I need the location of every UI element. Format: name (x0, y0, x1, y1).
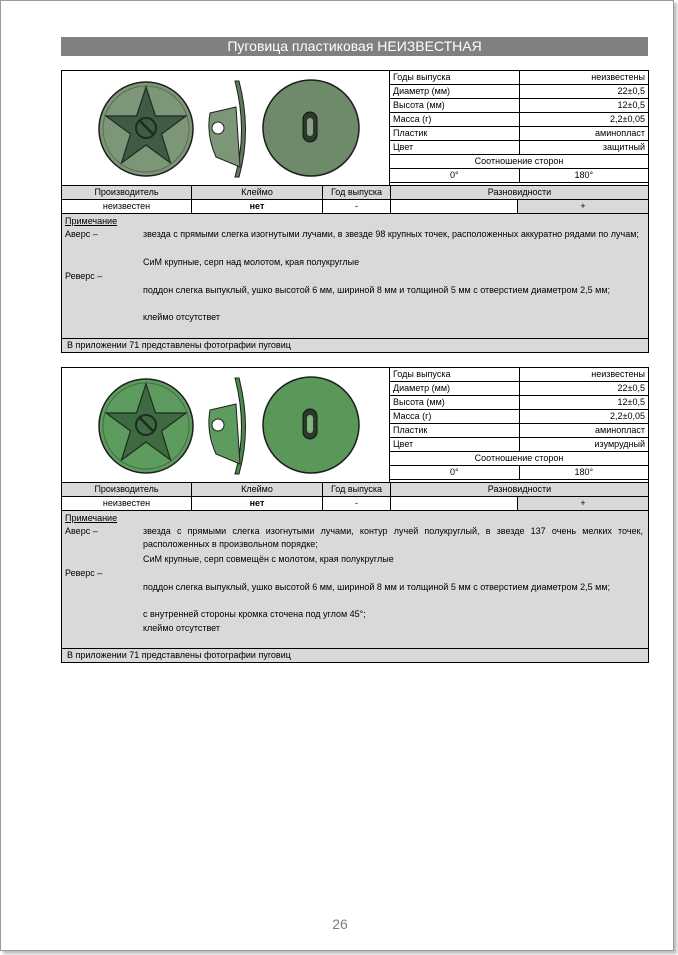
value-mass: 2,2±0,05 (519, 113, 648, 127)
page-title: Пуговица пластиковая НЕИЗВЕСТНАЯ (61, 37, 648, 56)
value-height: 12±0,5 (519, 99, 648, 113)
value-diameter: 22±0,5 (519, 85, 648, 99)
manufacturer-table (62, 482, 648, 511)
value-variant-a (391, 200, 518, 214)
value-diameter: 22±0,5 (519, 382, 648, 396)
revers-text-3: клеймо отсутствет (143, 623, 220, 633)
label-ratio: Соотношение сторон (390, 452, 648, 466)
notes-section (62, 511, 648, 648)
value-manufacturer: неизвестен (62, 497, 192, 511)
value-plastic: аминопласт (519, 424, 648, 438)
footnote-text: В приложении 71 представлены фотографии пуговиц (67, 340, 291, 350)
header-variants: Разновидности (391, 186, 649, 200)
label-diameter: Диаметр (мм) (390, 382, 519, 396)
label-mass: Масса (г) (390, 410, 519, 424)
button-front-image (99, 82, 193, 176)
revers-label: Реверс – (65, 271, 103, 281)
header-manufacturer: Производитель (62, 483, 192, 497)
label-ratio: Соотношение сторон (390, 155, 648, 169)
label-height: Высота (мм) (390, 396, 519, 410)
label-mass: Масса (г) (390, 113, 519, 127)
specs-table (390, 71, 648, 183)
notes-label: Примечание (65, 513, 118, 523)
label-years: Годы выпуска (390, 368, 519, 382)
value-mark: нет (192, 497, 323, 511)
label-color: Цвет (390, 438, 519, 452)
label-color: Цвет (390, 141, 519, 155)
button-card-1 (61, 70, 649, 353)
footnote-text: В приложении 71 представлены фотографии пуговиц (67, 650, 291, 660)
button-back-image (263, 377, 359, 473)
header-mark: Клеймо (192, 483, 323, 497)
button-side-image (209, 81, 246, 177)
avers-label: Аверс – (65, 229, 98, 239)
value-years: неизвестены (519, 368, 648, 382)
value-manufacturer: неизвестен (62, 200, 192, 214)
value-variant-a (391, 497, 518, 511)
label-deg0: 0° (390, 169, 519, 183)
button-images (62, 71, 390, 186)
button-back-image (263, 80, 359, 176)
header-manufacturer: Производитель (62, 186, 192, 200)
page-number: 26 (332, 916, 348, 932)
revers-text-2: клеймо отсутствет (143, 312, 220, 322)
avers-text-1: звезда с прямыми слегка изогнутыми лучами, в звезде 98 крупных точек, расположенных аккуратно рядами по лучам; (143, 229, 639, 239)
manufacturer-table (62, 185, 648, 214)
label-deg180: 180° (519, 466, 648, 480)
button-images (62, 368, 390, 483)
value-year: - (323, 497, 391, 511)
label-deg0: 0° (390, 466, 519, 480)
revers-text-2: с внутренней стороны кромка сточена под углом 45°; (143, 609, 366, 619)
avers-text-2: СиМ крупные, серп совмещён с молотом, края полукруглые (143, 554, 394, 564)
value-variant-b: + (518, 200, 649, 214)
notes-section (62, 214, 648, 338)
specs-table (390, 368, 648, 480)
header-variants: Разновидности (391, 483, 649, 497)
value-years: неизвестены (519, 71, 648, 85)
avers-text-2: СиМ крупные, серп над молотом, края полукруглые (143, 257, 360, 267)
value-variant-b: + (518, 497, 649, 511)
button-front-image (99, 379, 193, 473)
value-plastic: аминопласт (519, 127, 648, 141)
value-color: защитный (519, 141, 648, 155)
avers-label: Аверс – (65, 526, 98, 536)
value-mass: 2,2±0,05 (519, 410, 648, 424)
value-year: - (323, 200, 391, 214)
revers-text-1: поддон слегка выпуклый, ушко высотой 6 мм, шириной 8 мм и толщиной 5 мм с отверстием диаметром 2,5 мм; (143, 285, 611, 295)
value-height: 12±0,5 (519, 396, 648, 410)
photo-footnote (62, 648, 648, 662)
notes-label: Примечание (65, 216, 118, 226)
header-year: Год выпуска (323, 483, 391, 497)
label-plastic: Пластик (390, 127, 519, 141)
photo-footnote (62, 338, 648, 352)
revers-label: Реверс – (65, 568, 103, 578)
value-color: изумрудный (519, 438, 648, 452)
avers-text-1: звезда с прямыми слегка изогнутыми лучами, контур лучей полукруглый, в звезде 137 очень мелких точек, расположенных в произвольном порядке; (143, 526, 643, 549)
button-side-image (209, 378, 246, 474)
label-height: Высота (мм) (390, 99, 519, 113)
button-card-2 (61, 367, 649, 663)
label-deg180: 180° (519, 169, 648, 183)
value-mark: нет (192, 200, 323, 214)
label-plastic: Пластик (390, 424, 519, 438)
header-mark: Клеймо (192, 186, 323, 200)
label-years: Годы выпуска (390, 71, 519, 85)
header-year: Год выпуска (323, 186, 391, 200)
label-diameter: Диаметр (мм) (390, 85, 519, 99)
revers-text-1: поддон слегка выпуклый, ушко высотой 6 мм, шириной 8 мм и толщиной 5 мм с отверстием диаметром 2,5 мм; (143, 582, 611, 592)
